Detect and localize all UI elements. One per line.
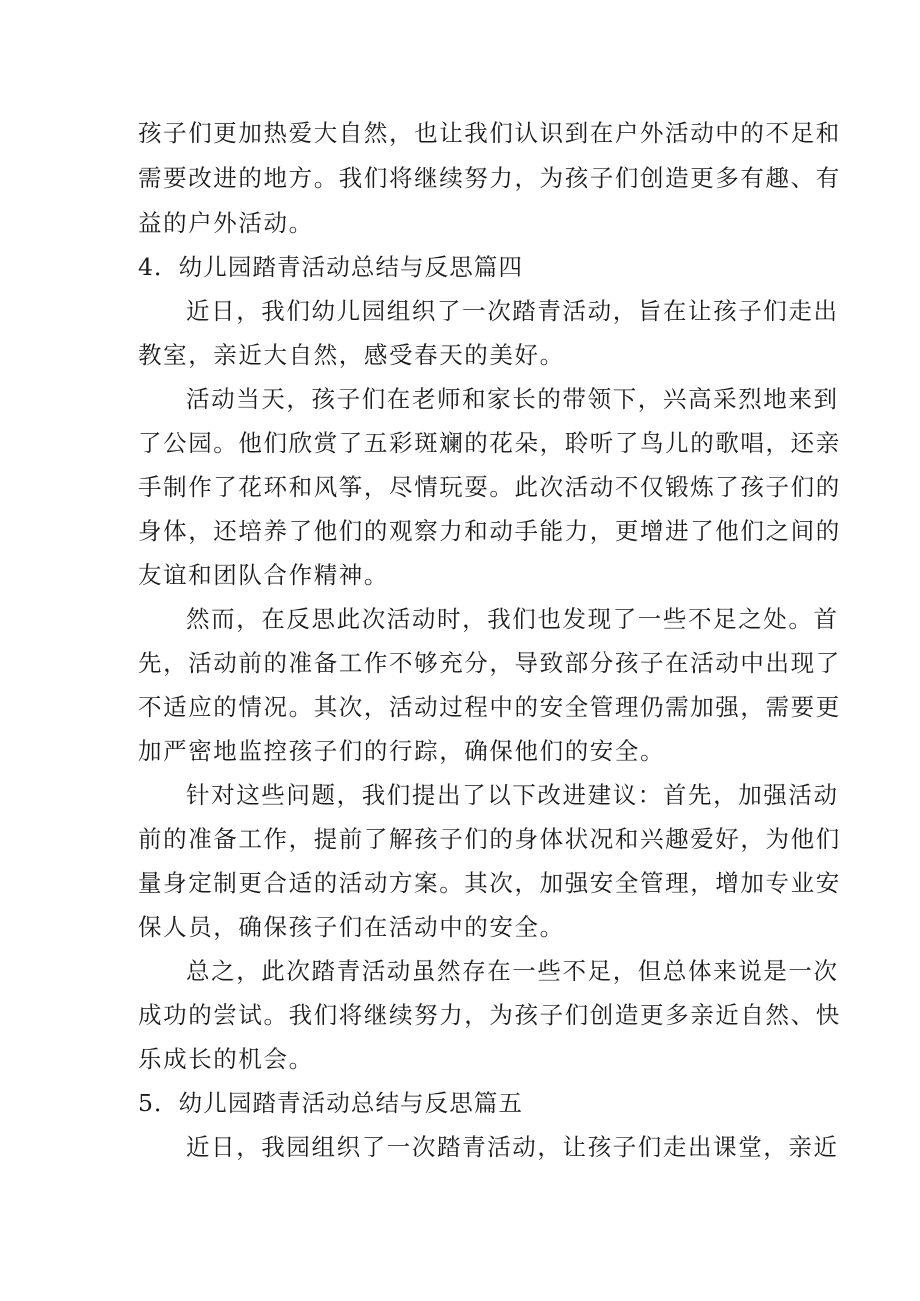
paragraph-line: 乐成长的机会。 (138, 1045, 314, 1073)
paragraph-line: 友谊和团队合作精神。 (138, 561, 389, 589)
paragraph-line: 教室，亲近大自然，感受春天的美好。 (138, 341, 565, 369)
paragraph-line: 量身定制更合适的活动方案。其次，加强安全管理，增加专业安 (138, 869, 841, 897)
paragraph-line: 前的准备工作，提前了解孩子们的身体状况和兴趣爱好，为他们 (138, 825, 841, 853)
paragraph-line: 孩子们更加热爱大自然，也让我们认识到在户外活动中的不足和 (138, 119, 841, 147)
section-heading-5: 5．幼儿园踏青活动总结与反思篇五 (138, 1089, 524, 1117)
paragraph-line: 活动当天，孩子们在老师和家长的带领下，兴高采烈地来到 (186, 385, 839, 413)
paragraph-line: 近日，我园组织了一次踏青活动，让孩子们走出课堂，亲近 (186, 1133, 839, 1161)
paragraph-line: 成功的尝试。我们将继续努力，为孩子们创造更多亲近自然、快 (138, 1001, 841, 1029)
paragraph-line: 加严密地监控孩子们的行踪，确保他们的安全。 (138, 737, 666, 765)
section-heading-4: 4．幼儿园踏青活动总结与反思篇四 (138, 253, 524, 281)
paragraph-line: 先，活动前的准备工作不够充分，导致部分孩子在活动中出现了 (138, 649, 841, 677)
paragraph-line: 近日，我们幼儿园组织了一次踏青活动，旨在让孩子们走出 (186, 297, 839, 325)
paragraph-line: 总之，此次踏青活动虽然存在一些不足，但总体来说是一次 (186, 957, 839, 985)
paragraph-line: 手制作了花环和风筝，尽情玩耍。此次活动不仅锻炼了孩子们的 (138, 473, 841, 501)
paragraph-line: 身体，还培养了他们的观察力和动手能力，更增进了他们之间的 (138, 517, 841, 545)
paragraph-line: 不适应的情况。其次，活动过程中的安全管理仍需加强，需要更 (138, 693, 841, 721)
paragraph-line: 保人员，确保孩子们在活动中的安全。 (138, 913, 565, 941)
paragraph-line: 针对这些问题，我们提出了以下改进建议：首先，加强活动 (186, 781, 839, 809)
paragraph-line: 需要改进的地方。我们将继续努力，为孩子们创造更多有趣、有 (138, 164, 841, 192)
paragraph-line: 然而，在反思此次活动时，我们也发现了一些不足之处。首 (186, 605, 839, 633)
paragraph-line: 了公园。他们欣赏了五彩斑斓的花朵，聆听了鸟儿的歌唱，还亲 (138, 429, 841, 457)
paragraph-line: 益的户外活动。 (138, 209, 314, 237)
